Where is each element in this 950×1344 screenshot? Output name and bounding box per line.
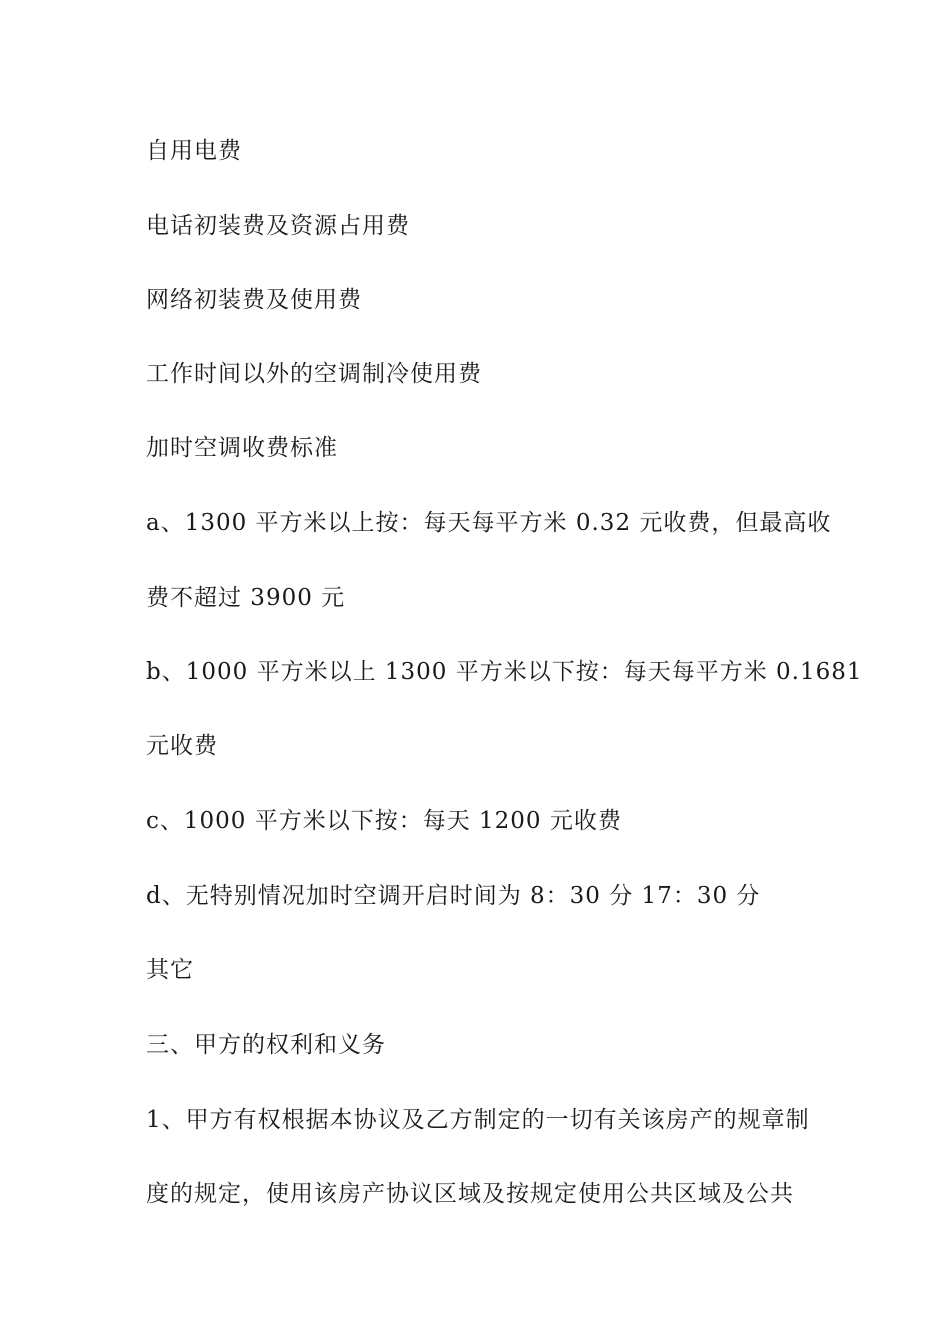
text-line: 加时空调收费标准 (146, 435, 338, 461)
text-line: 自用电费 (146, 138, 242, 164)
text-line: 费不超过 3900 元 (146, 585, 346, 611)
text-line: 工作时间以外的空调制冷使用费 (146, 361, 482, 387)
section-heading: 三、甲方的权利和义务 (146, 1032, 386, 1058)
text-line: 电话初装费及资源占用费 (146, 213, 410, 239)
text-line: 1、甲方有权根据本协议及乙方制定的一切有关该房产的规章制 (146, 1107, 810, 1133)
text-line: a、1300 平方米以上按：每天每平方米 0.32 元收费，但最高收 (146, 510, 832, 536)
text-line: 其它 (146, 957, 194, 983)
text-line: 网络初装费及使用费 (146, 287, 362, 313)
text-line: d、无特别情况加时空调开启时间为 8：30 分 17：30 分 (146, 883, 761, 909)
text-line: 度的规定，使用该房产协议区域及按规定使用公共区域及公共 (146, 1181, 794, 1207)
text-line: c、1000 平方米以下按：每天 1200 元收费 (146, 808, 622, 834)
text-line: b、1000 平方米以上 1300 平方米以下按：每天每平方米 0.1681 (146, 659, 863, 685)
text-line: 元收费 (146, 733, 218, 759)
